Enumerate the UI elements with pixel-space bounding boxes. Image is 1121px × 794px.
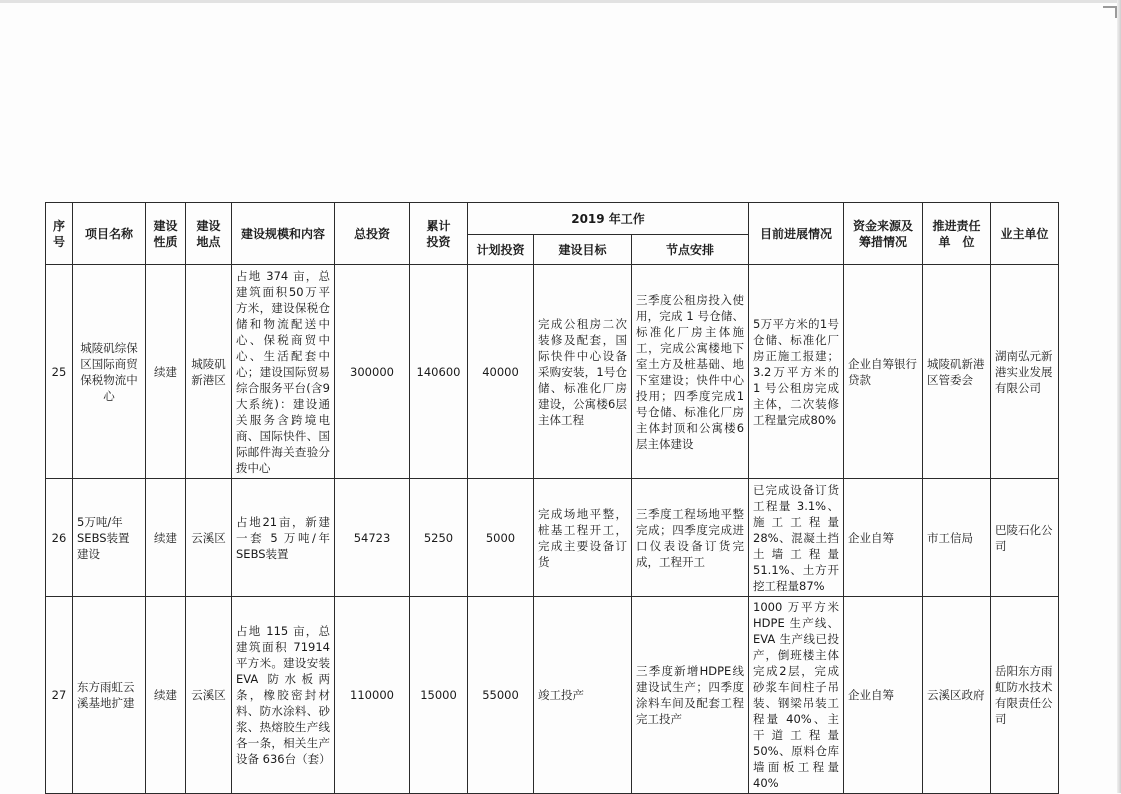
header-name: 项目名称	[73, 203, 146, 265]
cell-goal: 完成公租房二次装修及配套，国际快件中心设备采购安装，1号仓储、标准化厂房建设，公寓楼6层主体工程	[534, 265, 632, 479]
cell-goal: 完成场地平整，桩基工程开工，完成主要设备订货	[534, 479, 632, 597]
cell-progress: 已完成设备订货工程量 3.1%、施工工程量28%、混凝土挡土墙工程量51.1%、土方开挖工程量87%	[749, 479, 844, 597]
cell-scale: 占地 374 亩，总建筑面积50万平方米，建设保税仓储和物流配送中心、保税商贸中心、生活配套中心；建设国际贸易综合服务平台(含9大系统)：建设通关服务含跨境电商、国际快件、国际邮件海关查验分拨中心	[232, 265, 335, 479]
cell-goal: 竣工投产	[534, 597, 632, 794]
cell-nature: 续建	[146, 479, 186, 597]
cell-location: 城陵矶新港区	[186, 265, 232, 479]
cell-nature: 续建	[146, 597, 186, 794]
header-nature: 建设 性质	[146, 203, 186, 265]
cell-cumulative: 5250	[410, 479, 468, 597]
header-owner: 业主单位	[991, 203, 1059, 265]
cell-owner: 巴陵石化公司	[991, 479, 1059, 597]
header-row-1	[46, 203, 1059, 235]
scan-edge-top	[0, 0, 1121, 3]
header-total: 总投资	[335, 203, 410, 265]
cell-nodes: 三季度新增HDPE线建设试生产；四季度涂料车间及配套工程完工投产	[632, 597, 749, 794]
cell-nodes: 三季度工程场地平整完成；四季度完成进口仪表设备订货完成，工程开工	[632, 479, 749, 597]
cell-total: 110000	[335, 597, 410, 794]
cell-funding: 企业自筹	[844, 479, 923, 597]
header-plan: 计划投资	[468, 235, 534, 265]
cell-name: 东方雨虹云溪基地扩建	[73, 597, 146, 794]
cell-plan: 40000	[468, 265, 534, 479]
cell-progress: 1000 万平方米HDPE 生产线、EVA 生产线已投产，倒班楼主体完成2层，完成砂浆车间柱子吊装、钢梁吊装工程量 40%、主干道工程量 50%、原料仓库墙面板工程量40%	[749, 597, 844, 794]
cell-nature: 续建	[146, 265, 186, 479]
cell-owner: 岳阳东方雨虹防水技术有限责任公司	[991, 597, 1059, 794]
cell-plan: 55000	[468, 597, 534, 794]
cell-location: 云溪区	[186, 597, 232, 794]
cell-owner: 湖南弘元新港实业发展有限公司	[991, 265, 1059, 479]
cell-scale: 占地21亩，新建一套 5 万吨/年SEBS装置	[232, 479, 335, 597]
cell-name: 城陵矶综保区国际商贸保税物流中心	[73, 265, 146, 479]
header-2019-work: 2019 年工作	[468, 203, 749, 235]
header-progress: 目前进展情况	[749, 203, 844, 265]
cell-seq: 25	[46, 265, 73, 479]
cell-total: 54723	[335, 479, 410, 597]
cell-nodes: 三季度公租房投入使用，完成 1 号仓储、标准化厂房主体施工，完成公寓楼地下室土方及桩基础、地下室建设；快件中心投用；四季度完成1号仓储、标准化厂房主体封顶和公寓楼6层主体建设	[632, 265, 749, 479]
header-responsible: 推进责任 单 位	[923, 203, 991, 265]
cell-cumulative: 15000	[410, 597, 468, 794]
header-funding: 资金来源及 筹措情况	[844, 203, 923, 265]
header-seq: 序 号	[46, 203, 73, 265]
table-row	[46, 265, 1059, 479]
header-scale: 建设规模和内容	[232, 203, 335, 265]
cell-responsible: 云溪区政府	[923, 597, 991, 794]
cell-funding: 企业自筹	[844, 597, 923, 794]
cell-plan: 5000	[468, 479, 534, 597]
table-row	[46, 597, 1059, 794]
cell-funding: 企业自筹银行贷款	[844, 265, 923, 479]
cell-responsible: 市工信局	[923, 479, 991, 597]
header-nodes: 节点安排	[632, 235, 749, 265]
cell-name: 5万吨/年SEBS装置建设	[73, 479, 146, 597]
cell-responsible: 城陵矶新港区管委会	[923, 265, 991, 479]
cell-location: 云溪区	[186, 479, 232, 597]
scan-edge-right	[1117, 0, 1121, 793]
project-table	[45, 202, 1059, 794]
header-cumulative: 累计 投资	[410, 203, 468, 265]
cell-cumulative: 140600	[410, 265, 468, 479]
cell-progress: 5万平方米的1号仓储、标准化厂房正施工报建；3.2万平方米的 1 号公租房完成主体，二次装修工程量完成80%	[749, 265, 844, 479]
cell-scale: 占地 115 亩，总建筑面积 71914平方米。建设安装 EVA 防水板两条，橡胶密封材料、防水涂料、砂浆、热熔胶生产线各一条，相关生产设备 636台（套）	[232, 597, 335, 794]
header-location: 建设 地点	[186, 203, 232, 265]
cell-seq: 27	[46, 597, 73, 794]
table-row	[46, 479, 1059, 597]
cell-total: 300000	[335, 265, 410, 479]
header-goal: 建设目标	[534, 235, 632, 265]
corner-mark	[1103, 6, 1117, 18]
cell-seq: 26	[46, 479, 73, 597]
